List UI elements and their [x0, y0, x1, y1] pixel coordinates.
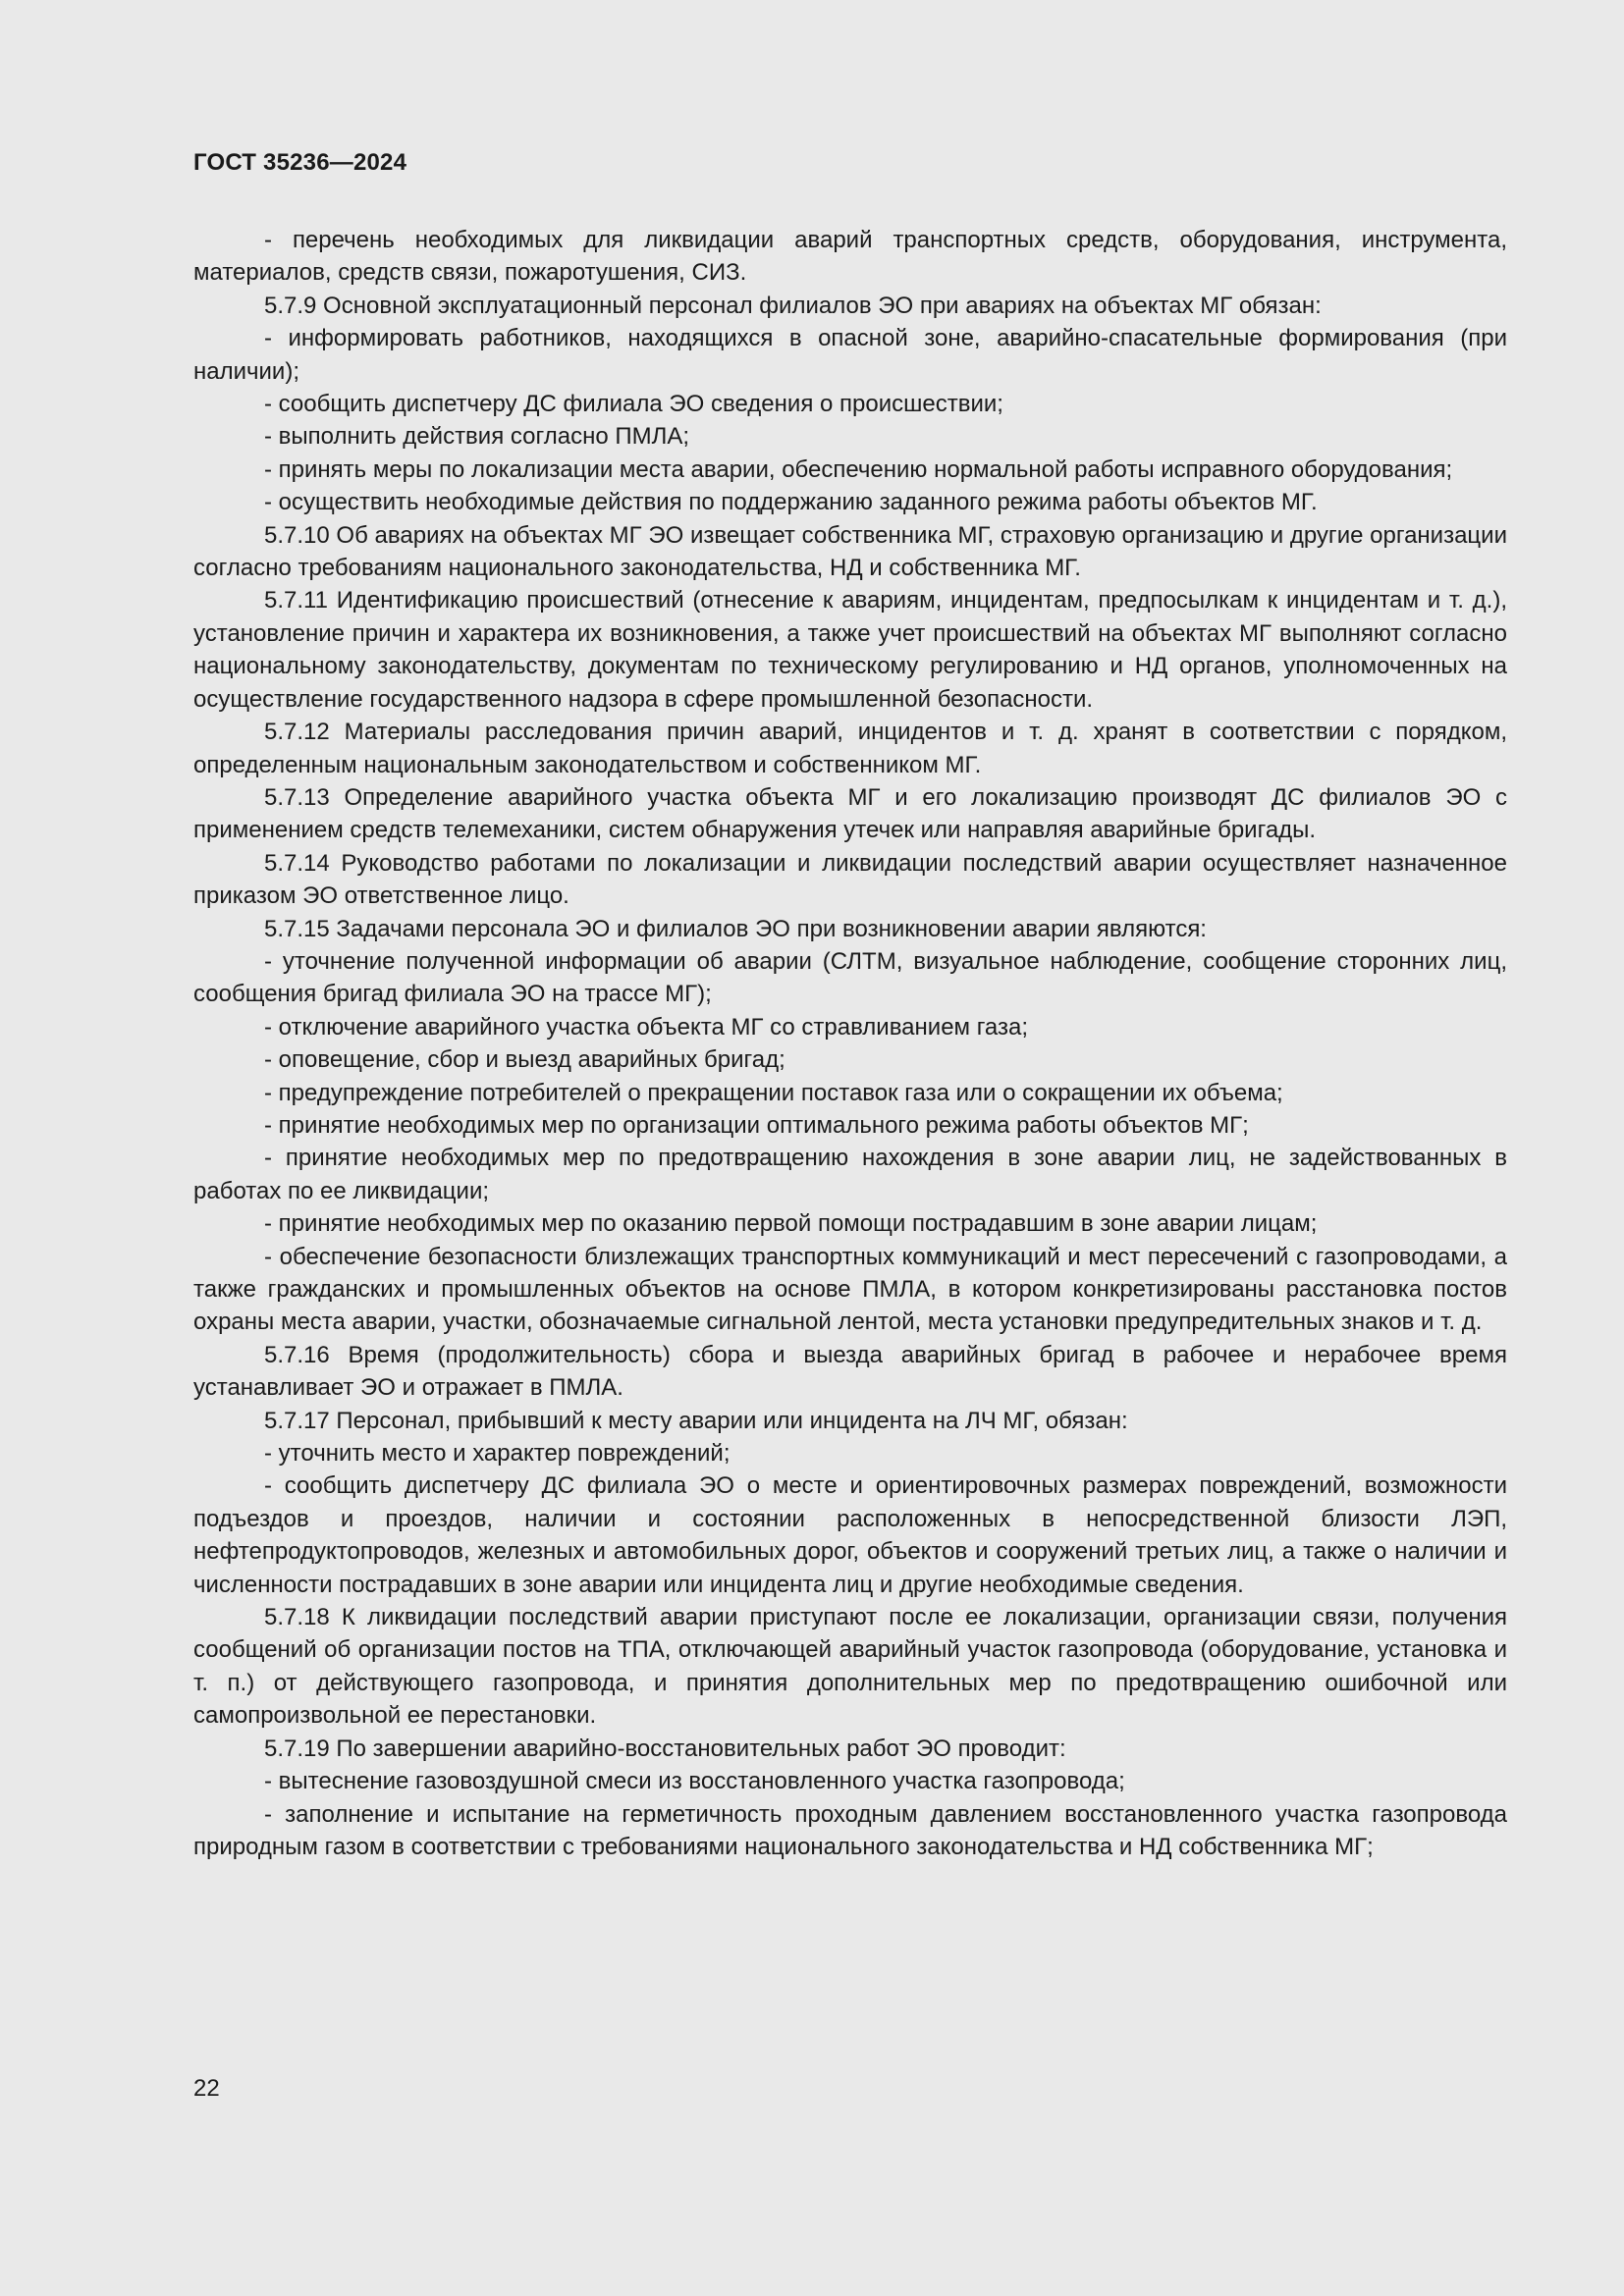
body-paragraph: 5.7.17 Персонал, прибывший к месту аварии или инцидента на ЛЧ МГ, обязан: — [264, 1407, 1128, 1434]
body-paragraph: 5.7.13 Определение аварийного участка объекта МГ и его локализацию производят ДС филиалов ЭО с применением средств телемеханики, систем обнаружения утечек или направляя аварийные бригады. — [193, 783, 1507, 844]
body-paragraph: - предупреждение потребителей о прекращении поставок газа или о сокращении их объема; — [264, 1079, 1283, 1106]
body-paragraph: - выполнить действия согласно ПМЛА; — [264, 423, 690, 451]
body-paragraph: 5.7.10 Об авариях на объектах МГ ЭО извещает собственника МГ, страховую организацию и другие организации согласно требованиям национального законодательства, НД и собственника МГ. — [193, 521, 1507, 582]
body-paragraph: - уточнить место и характер повреждений; — [264, 1440, 731, 1468]
body-paragraph: - принять меры по локализации места аварии, обеспечению нормальной работы исправного оборудования; — [264, 455, 1453, 483]
document-header: ГОСТ 35236—2024 — [193, 149, 407, 176]
body-paragraph: - принятие необходимых мер по организации оптимального режима работы объектов МГ; — [264, 1111, 1249, 1139]
body-paragraph: - заполнение и испытание на герметичность проходным давлением восстановленного участка газопровода природным газом в соответствии с требованиями национального законодательства и НД собственника МГ; — [193, 1800, 1507, 1860]
body-paragraph: - сообщить диспетчеру ДС филиала ЭО сведения о происшествии; — [264, 391, 1003, 418]
body-paragraph: 5.7.11 Идентификацию происшествий (отнесение к авариям, инцидентам, предпосылкам к инцидентам и т. д.), установление причин и характера их возникновения, а также учет происшествий на объектах МГ выполняют согласно национальному законодательству, документам по техническому регулированию и НД органов, уполномоченных на осуществление государственного надзора в сфере промышленной безопасности. — [193, 587, 1507, 713]
body-paragraph: - уточнение полученной информации об аварии (СЛТМ, визуальное наблюдение, сообщение сторонних лиц, сообщения бригад филиала ЭО на трассе МГ); — [193, 947, 1507, 1008]
body-paragraph: - перечень необходимых для ликвидации аварий транспортных средств, оборудования, инструмента, материалов, средств связи, пожаротушения, СИЗ. — [193, 227, 1507, 287]
body-paragraph: 5.7.18 К ликвидации последствий аварии приступают после ее локализации, организации связи, получения сообщений об организации постов на ТПА, отключающей аварийный участок газопровода (оборудование, установка и т. п.) от действующего газопровода, и принятия дополнительных мер по предотвращению ошибочной или самопроизвольной ее перестановки. — [193, 1604, 1507, 1730]
body-paragraph: 5.7.9 Основной эксплуатационный персонал филиалов ЭО при авариях на объектах МГ обязан: — [264, 292, 1322, 319]
body-paragraph: - принятие необходимых мер по предотвращению нахождения в зоне аварии лиц, не задействованных в работах по ее ликвидации; — [193, 1145, 1507, 1204]
document-body — [193, 224, 1507, 1863]
body-paragraph: - обеспечение безопасности близлежащих транспортных коммуникаций и мест пересечений с газопроводами, а также гражданских и промышленных объектов на основе ПМЛА, в котором конкретизированы расстановка постов охраны места аварии, участки, обозначаемые сигнальной лентой, места установки предупредительных знаков и т. д. — [193, 1243, 1507, 1336]
page-number: 22 — [193, 2075, 220, 2102]
body-paragraph: 5.7.19 По завершении аварийно-восстановительных работ ЭО проводит: — [264, 1735, 1066, 1762]
body-paragraph: - вытеснение газовоздушной смеси из восстановленного участка газопровода; — [264, 1768, 1125, 1795]
body-paragraph: 5.7.16 Время (продолжительность) сбора и выезда аварийных бригад в рабочее и нерабочее время устанавливает ЭО и отражает в ПМЛА. — [193, 1341, 1507, 1402]
body-paragraph: 5.7.14 Руководство работами по локализации и ликвидации последствий аварии осуществляет назначенное приказом ЭО ответственное лицо. — [193, 849, 1507, 910]
body-paragraph: - отключение аварийного участка объекта МГ со стравливанием газа; — [264, 1013, 1029, 1041]
body-paragraph: - осуществить необходимые действия по поддержанию заданного режима работы объектов МГ. — [264, 489, 1318, 516]
body-paragraph: - информировать работников, находящихся в опасной зоне, аварийно-спасательные формирования (при наличии); — [193, 325, 1507, 385]
body-paragraph: - сообщить диспетчеру ДС филиала ЭО о месте и ориентировочных размерах повреждений, возможности подъездов и проездов, наличии и состоянии расположенных в непосредственной близости ЛЭП, нефтепродуктопроводов, железных и автомобильных дорог, объектов и сооружений третьих лиц, а также о наличии и численности пострадавших в зоне аварии или инцидента лиц и другие необходимые сведения. — [193, 1472, 1507, 1598]
body-paragraph: - оповещение, сбор и выезд аварийных бригад; — [264, 1046, 785, 1074]
body-paragraph: 5.7.12 Материалы расследования причин аварий, инцидентов и т. д. хранят в соответствии с порядком, определенным национальным законодательством и собственником МГ. — [193, 719, 1507, 778]
body-paragraph: 5.7.15 Задачами персонала ЭО и филиалов ЭО при возникновении аварии являются: — [264, 915, 1207, 942]
body-paragraph: - принятие необходимых мер по оказанию первой помощи пострадавшим в зоне аварии лицам; — [264, 1210, 1318, 1238]
